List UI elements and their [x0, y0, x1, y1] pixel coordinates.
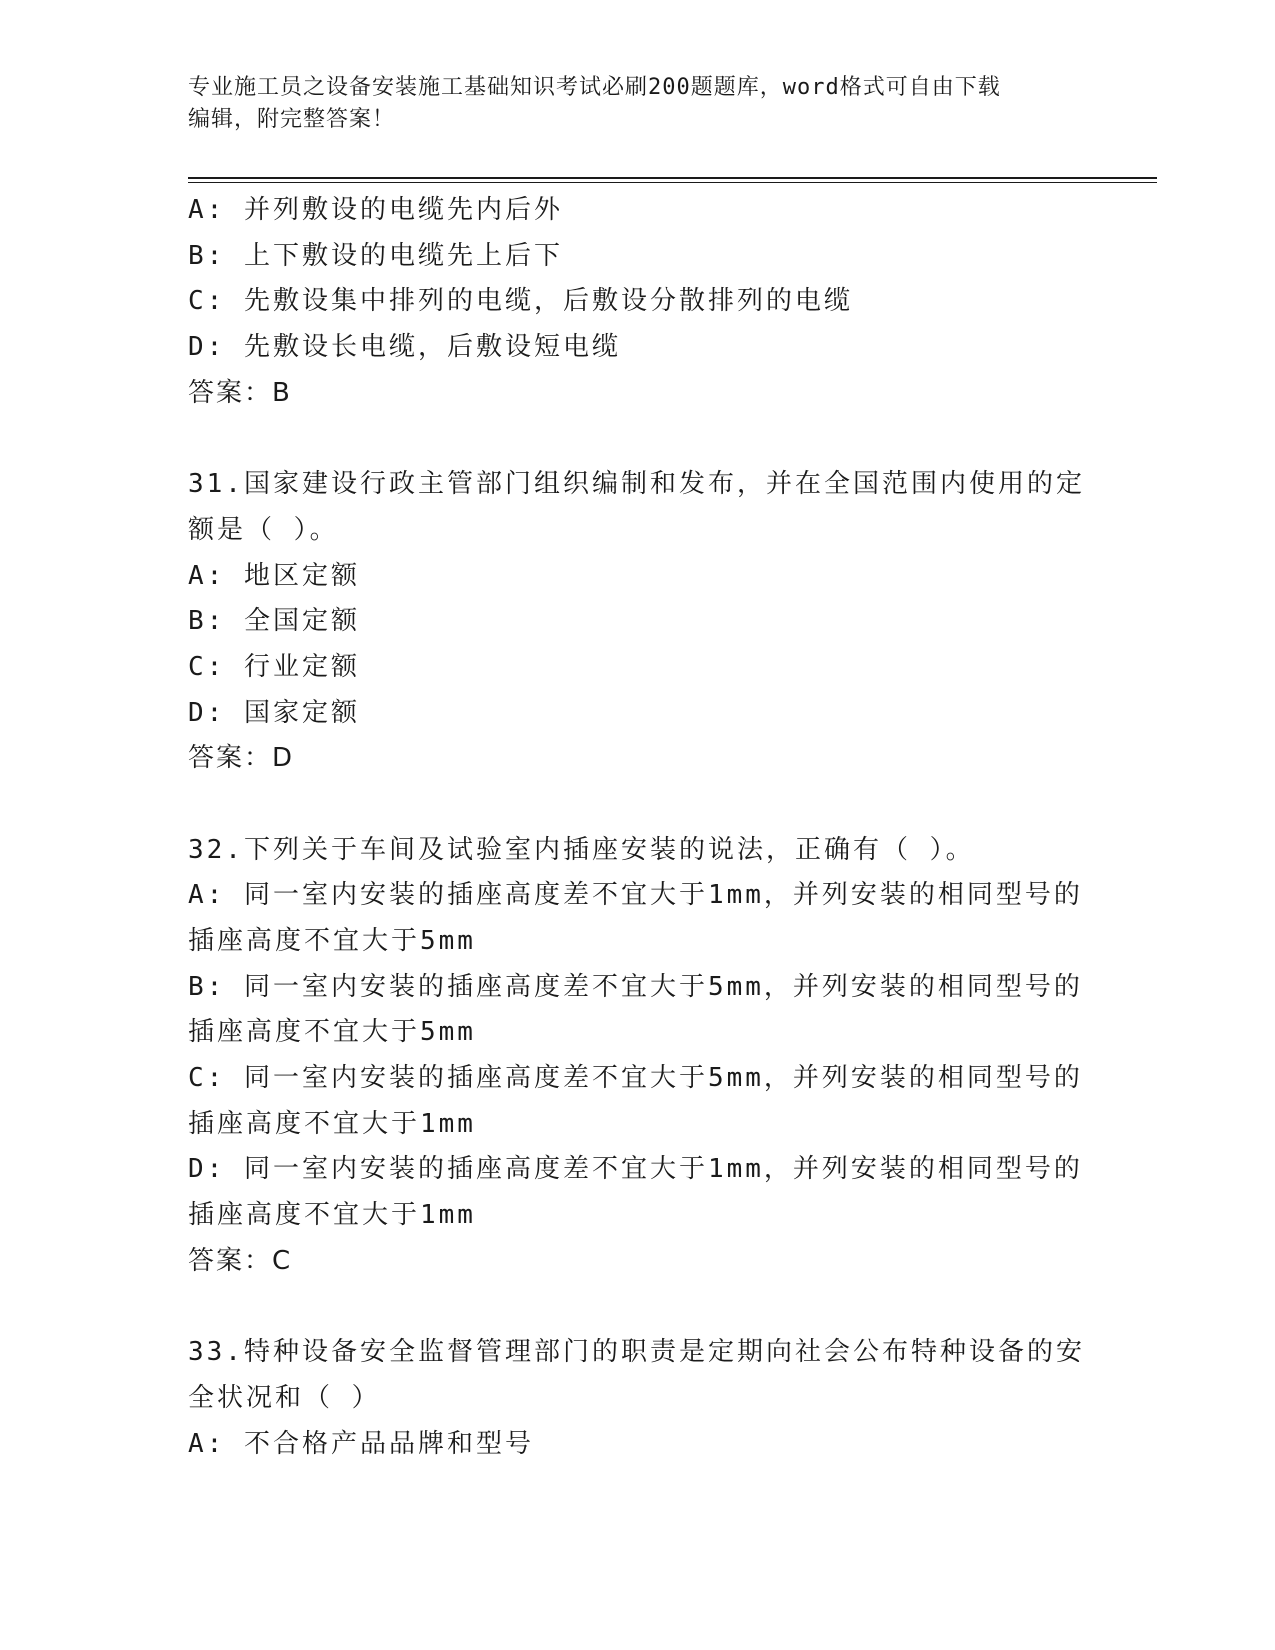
question-31 [188, 462, 1088, 782]
option-d: D: 先敷设长电缆，后敷设短电缆 [188, 332, 621, 363]
option-d-line-2: 插座高度不宜大于1mm [188, 1200, 476, 1231]
option-a: A: 并列敷设的电缆先内后外 [188, 195, 563, 225]
option-b-line-1: B: 同一室内安装的插座高度差不宜大于5mm，并列安装的相同型号的 [188, 971, 1083, 1002]
header-divider-thick [188, 177, 1157, 179]
option-c-line-2: 插座高度不宜大于1mm [188, 1108, 476, 1139]
option-b: B: 全国定额 [188, 606, 360, 637]
question-list [188, 188, 1088, 1467]
spacer [188, 1285, 1088, 1331]
option-c-line-1: C: 同一室内安装的插座高度差不宜大于5mm，并列安装的相同型号的 [188, 1063, 1083, 1094]
option-a-line-1: A: 同一室内安装的插座高度差不宜大于1mm，并列安装的相同型号的 [188, 880, 1083, 911]
question-text-line-2: 额是（ ）。 [188, 514, 339, 545]
question-30 [188, 188, 1088, 416]
spacer [188, 782, 1088, 828]
question-33 [188, 1330, 1088, 1467]
option-d-line-1: D: 同一室内安装的插座高度差不宜大于1mm，并列安装的相同型号的 [188, 1154, 1083, 1185]
question-text-line-1: 33.特种设备安全监督管理部门的职责是定期向社会公布特种设备的安 [188, 1337, 1085, 1368]
option-d: D: 国家定额 [188, 697, 360, 728]
option-a-line-2: 插座高度不宜大于5mm [188, 926, 476, 956]
question-text-line-2: 全状况和（ ） [188, 1382, 381, 1413]
spacer [188, 416, 1088, 462]
option-c: C: 行业定额 [188, 651, 360, 682]
answer: 答案：D [188, 743, 295, 774]
header-line-1: 专业施工员之设备安装施工基础知识考试必刷200题题库，word格式可自由下载 [188, 75, 1001, 100]
option-c: C: 先敷设集中排列的电缆，后敷设分散排列的电缆 [188, 286, 853, 317]
question-text-line-1: 31.国家建设行政主管部门组织编制和发布，并在全国范围内使用的定 [188, 469, 1085, 500]
question-32 [188, 828, 1088, 1285]
document-header [188, 72, 1088, 136]
header-line-2: 编辑，附完整答案！ [188, 107, 396, 132]
option-b-line-2: 插座高度不宜大于5mm [188, 1017, 476, 1048]
option-a: A: 地区定额 [188, 560, 360, 591]
answer: 答案：C [188, 1245, 293, 1276]
header-divider-thin [188, 182, 1157, 183]
answer: 答案：B [188, 377, 292, 408]
option-b: B: 上下敷设的电缆先上后下 [188, 240, 563, 271]
option-a: A: 不合格产品品牌和型号 [188, 1428, 534, 1459]
question-text-line-1: 32.下列关于车间及试验室内插座安装的说法，正确有（ ）。 [188, 834, 975, 865]
